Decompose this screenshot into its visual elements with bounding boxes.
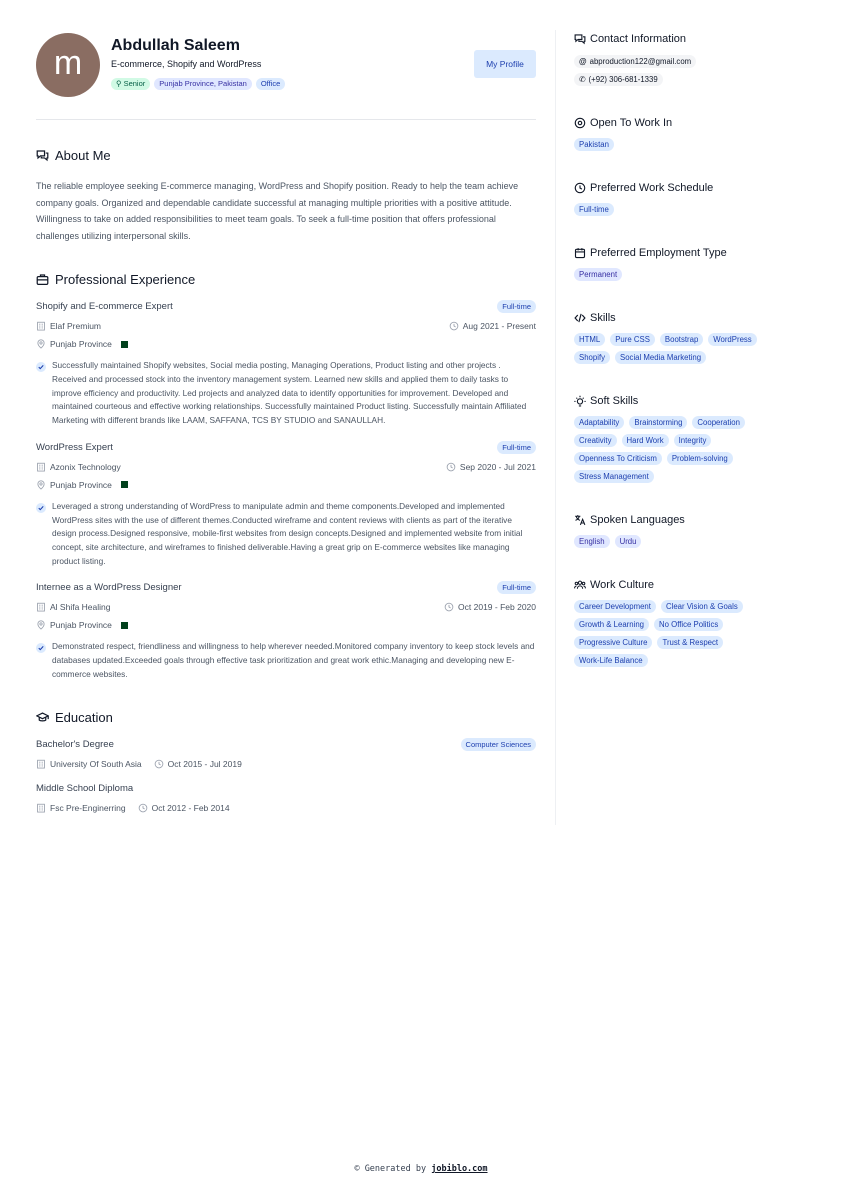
culture-chip: Career Development [574, 600, 656, 613]
experience-section [36, 272, 536, 681]
soft-skill-chip: Brainstorming [629, 416, 687, 429]
school-name: University Of South Asia [50, 758, 142, 769]
education-section [36, 710, 536, 813]
calendar-icon [574, 247, 586, 259]
check-icon [36, 643, 46, 653]
pakistan-flag-icon [119, 622, 128, 629]
phone-icon: ✆ [579, 75, 586, 84]
location-pin-icon [36, 480, 46, 490]
degree-title: Middle School Diploma [36, 782, 134, 794]
profile-headline: E-commerce, Shopify and WordPress [111, 59, 262, 69]
job-description: Demonstrated respect, friendliness and willingness to help wherever needed.Monitored company inventory to keep stock levels and databases updated.Exceeded goals through effective task prioritization and great work ethic.Managing and developing new E-commerce websites. [52, 641, 535, 679]
education-title: Education [36, 710, 536, 725]
soft-skill-chip: Hard Work [622, 434, 669, 447]
briefcase-icon [36, 273, 49, 286]
language-chip: Urdu [615, 535, 642, 548]
building-icon [36, 602, 46, 612]
culture-chip: Trust & Respect [657, 636, 723, 649]
job-location: Punjab Province [50, 620, 112, 631]
skills-section [574, 312, 814, 364]
job-description: Leveraged a strong understanding of WordPress to manipulate admin and theme components.Developed and implemented WordPress sites with the use of different themes.Conducted wireframe and content reviews with clients as part of the iterative design process.Designed responsive, mobile-first websites from design concepts.Designed and implemented website from initial concept, site architecture, and wireframes to finished deliverable.Having a great grip on E-commerce websites like managing product listing. [52, 500, 523, 566]
building-icon [36, 321, 46, 331]
job-location: Punjab Province [50, 479, 112, 490]
clock-icon [446, 462, 456, 472]
education-dates: Oct 2012 - Feb 2014 [151, 802, 230, 813]
chat-icon [36, 149, 49, 162]
main-column [36, 33, 536, 813]
experience-title: Professional Experience [36, 272, 536, 287]
soft-skills-title: Soft Skills [590, 395, 639, 407]
at-icon: @ [579, 57, 587, 66]
clock-icon [444, 602, 454, 612]
building-icon [36, 759, 46, 769]
clock-icon [154, 759, 164, 769]
job-type-badge: Full-time [497, 300, 536, 313]
job-title: Shopify and E-commerce Expert [36, 301, 173, 313]
skills-title: Skills [590, 312, 616, 324]
check-icon [36, 503, 46, 513]
location-badge: Punjab Province, Pakistan [154, 78, 252, 90]
chat-icon [574, 33, 586, 45]
footer-prefix: © Generated by [354, 1164, 427, 1174]
workplace-badge: Office [256, 78, 285, 90]
avatar: m [36, 33, 100, 97]
open-to-work-title: Open To Work In [590, 117, 673, 129]
column-divider [555, 30, 556, 825]
degree-title: Bachelor's Degree [36, 738, 114, 750]
schedule-chip: Full-time [574, 203, 614, 216]
about-section [36, 148, 536, 244]
clock-icon [574, 182, 586, 194]
schedule-section [574, 182, 814, 216]
skill-chip: WordPress [708, 333, 756, 346]
schedule-title: Preferred Work Schedule [590, 182, 714, 194]
footer [0, 1164, 842, 1174]
job-entry [36, 442, 536, 569]
culture-title: Work Culture [590, 579, 654, 591]
soft-skill-chip: Problem-solving [667, 452, 733, 465]
job-type-badge: Full-time [497, 441, 536, 454]
job-type-badge: Full-time [497, 581, 536, 594]
job-description: Successfully maintained Shopify websites, Social media posting, Managing Operations, Product listing and other projects . Received and processed stock into the inventory management system. Learned new skills and applied them to daily tasks to improve efficiency and productivity. Led projects and analyzed data to identify opportunities for improvement. Developed and maintained courteous and effective working relationships. Successfully maintained Product listing. Successfully maintain Affiliated Marketing with different brands like LAAM, SAFFANA, TCS BY STUDIO and SANAULLAH. [52, 360, 527, 426]
profile-name: Abdullah Saleem [111, 37, 240, 54]
soft-skill-chip: Adaptability [574, 416, 624, 429]
language-chip: English [574, 535, 610, 548]
contact-title: Contact Information [590, 33, 686, 45]
graduation-cap-icon [36, 711, 49, 724]
soft-skill-chip: Openness To Criticism [574, 452, 662, 465]
culture-section [574, 579, 814, 667]
phone-chip[interactable]: ✆ (+92) 306-681-1339 [574, 73, 663, 86]
my-profile-button[interactable]: My Profile [474, 50, 536, 78]
soft-skill-chip: Stress Management [574, 470, 654, 483]
user-icon: ⚲ [116, 79, 124, 88]
soft-skill-chip: Cooperation [692, 416, 744, 429]
profile-header [36, 33, 536, 97]
languages-title: Spoken Languages [590, 514, 685, 526]
location-pin-icon [574, 117, 586, 129]
job-title: WordPress Expert [36, 441, 113, 453]
employment-section [574, 247, 814, 281]
lightbulb-icon [574, 395, 586, 407]
skill-chip: Social Media Marketing [615, 351, 706, 364]
skill-chip: Pure CSS [610, 333, 655, 346]
footer-brand-link[interactable]: jobiblo.com [431, 1164, 488, 1174]
team-icon [574, 579, 586, 591]
job-location: Punjab Province [50, 339, 112, 350]
job-entry [36, 582, 536, 681]
header-divider [36, 119, 536, 120]
soft-skill-chip: Integrity [674, 434, 712, 447]
location-pin-icon [36, 620, 46, 630]
languages-section [574, 514, 814, 548]
company-name: Al Shifa Healing [50, 602, 111, 613]
skill-chip: Bootstrap [660, 333, 703, 346]
culture-chip: Clear Vision & Goals [661, 600, 743, 613]
clock-icon [138, 803, 148, 813]
culture-chip: Growth & Learning [574, 618, 649, 631]
location-pin-icon [36, 339, 46, 349]
pakistan-flag-icon [119, 481, 128, 488]
about-title: About Me [36, 148, 536, 163]
code-icon [574, 312, 586, 324]
culture-chip: Work-Life Balance [574, 654, 648, 667]
seniority-badge: ⚲ Senior [111, 78, 150, 90]
building-icon [36, 462, 46, 472]
education-dates: Oct 2015 - Jul 2019 [167, 758, 242, 769]
skill-chip: HTML [574, 333, 605, 346]
about-text: The reliable employee seeking E-commerce managing, WordPress and Shopify position. Ready to help the team achieve company goals. Organized and dependable candidate successful at managing multiple priorities with a positive attitude. Willingness to take on added responsibilities to meet team goals. To seek a full-time position that offers professional challenges utilizing interpersonal skills. [36, 181, 519, 241]
culture-chip: Progressive Culture [574, 636, 652, 649]
education-entry [36, 783, 536, 813]
field-badge: Computer Sciences [461, 738, 536, 751]
building-icon [36, 803, 46, 813]
education-entry [36, 739, 536, 769]
open-to-work-chip: Pakistan [574, 138, 614, 151]
translate-icon [574, 514, 586, 526]
job-title: Internee as a WordPress Designer [36, 582, 182, 594]
contact-section [574, 33, 814, 86]
check-icon [36, 362, 46, 372]
job-dates: Sep 2020 - Jul 2021 [459, 461, 536, 472]
job-dates: Oct 2019 - Feb 2020 [458, 602, 536, 613]
job-entry [36, 301, 536, 428]
company-name: Azonix Technology [50, 461, 121, 472]
employment-chip: Permanent [574, 268, 622, 281]
clock-icon [449, 321, 459, 331]
sidebar [574, 33, 814, 667]
profile-badges [111, 78, 285, 90]
soft-skill-chip: Creativity [574, 434, 617, 447]
email-chip[interactable]: @ abproduction122@gmail.com [574, 55, 696, 68]
school-name: Fsc Pre-Enginerring [50, 802, 126, 813]
pakistan-flag-icon [119, 341, 128, 348]
culture-chip: No Office Politics [654, 618, 723, 631]
employment-title: Preferred Employment Type [590, 247, 727, 259]
skill-chip: Shopify [574, 351, 610, 364]
soft-skills-section [574, 395, 814, 483]
company-name: Elaf Premium [50, 321, 102, 332]
open-to-work-section [574, 117, 814, 151]
job-dates: Aug 2021 - Present [462, 321, 536, 332]
